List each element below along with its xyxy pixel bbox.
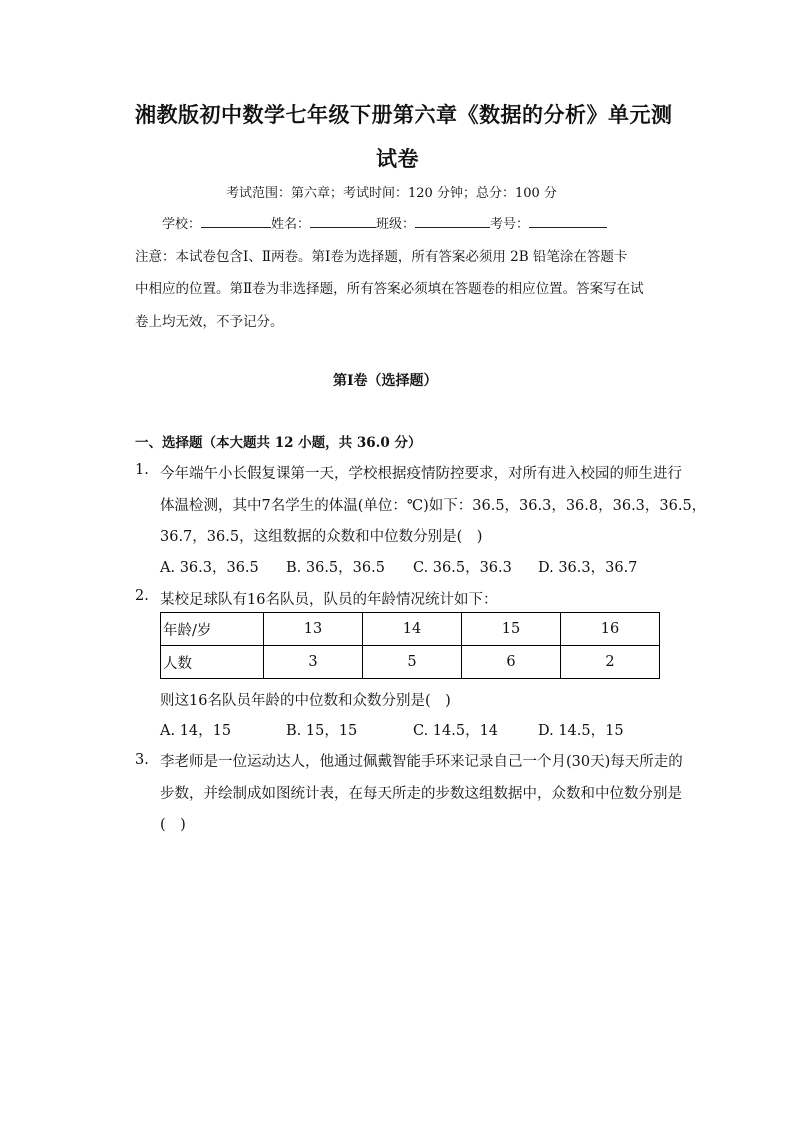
question-1-number: 1. [135, 462, 149, 478]
question-1-option-d: D. 36.3，36.7 [538, 560, 638, 576]
table-cell: 16 [561, 613, 660, 646]
table-cell: 15 [462, 613, 561, 646]
name-label: 姓名： [271, 217, 311, 232]
number-blank [529, 213, 607, 228]
table-row [161, 646, 660, 679]
question-3-number: 3. [135, 752, 149, 768]
question-2-line1: 某校足球队有16名队员，队员的年龄情况统计如下： [160, 592, 498, 608]
part-title: 一、选择题（本大题共 12 小题，共 36.0 分） [135, 435, 422, 451]
question-2-option-d: D. 14.5，15 [538, 723, 624, 739]
question-3-line3: ( ) [160, 817, 186, 833]
notice-line2: 中相应的位置。第Ⅱ卷为非选择题，所有答案必须填在答题卷的相应位置。答案写在试 [135, 281, 644, 297]
question-1-line3: 36.7，36.5，这组数据的众数和中位数分别是( ) [160, 529, 483, 545]
question-2-option-a: A. 14，15 [160, 723, 232, 739]
table-cell: 6 [462, 646, 561, 679]
exam-info: 考试范围：第六章；考试时间：120 分钟；总分：100 分 [226, 186, 557, 201]
name-blank [310, 213, 376, 228]
number-label: 考号： [490, 217, 530, 232]
question-3-line2: 步数，并绘制成如图统计表，在每天所走的步数这组数据中，众数和中位数分别是 [160, 786, 682, 802]
document-title-line1: 湘教版初中数学七年级下册第六章《数据的分析》单元测 [135, 102, 673, 127]
document-title-line2: 试卷 [376, 146, 419, 171]
info-fields-row [162, 213, 607, 232]
notice-line1: 注意：本试卷包含Ⅰ、Ⅱ两卷。第Ⅰ卷为选择题，所有答案必须用 2B 铅笔涂在答题卡 [135, 249, 628, 265]
notice-line3: 卷上均无效，不予记分。 [135, 314, 284, 330]
table-cell: 3 [264, 646, 363, 679]
school-blank [201, 213, 271, 228]
question-1-line1: 今年端午小长假复课第一天，学校根据疫情防控要求，对所有进入校园的师生进行 [160, 466, 682, 482]
class-label: 班级： [376, 217, 416, 232]
table-row [161, 613, 660, 646]
question-1-option-a: A. 36.3，36.5 [160, 560, 259, 576]
question-2-number: 2. [135, 588, 149, 604]
age-table [160, 612, 660, 679]
table-header-count: 人数 [161, 646, 264, 679]
question-2-option-b: B. 15，15 [286, 723, 358, 739]
table-cell: 2 [561, 646, 660, 679]
question-1-option-b: B. 36.5，36.5 [286, 560, 385, 576]
table-cell: 13 [264, 613, 363, 646]
school-label: 学校： [162, 217, 202, 232]
table-cell: 5 [363, 646, 462, 679]
section-title: 第Ⅰ卷（选择题） [333, 373, 438, 389]
table-header-age: 年龄/岁 [161, 613, 264, 646]
question-2-option-c: C. 14.5，14 [413, 723, 499, 739]
question-1-option-c: C. 36.5，36.3 [413, 560, 512, 576]
question-3-line1: 李老师是一位运动达人，他通过佩戴智能手环来记录自己一个月(30天)每天所走的 [160, 754, 683, 770]
question-2-after: 则这16名队员年龄的中位数和众数分别是( ) [160, 693, 451, 709]
class-blank [415, 213, 490, 228]
question-1-line2: 体温检测，其中7名学生的体温(单位：℃)如下：36.5，36.3，36.8，36.3，36.5， [160, 498, 707, 514]
table-cell: 14 [363, 613, 462, 646]
